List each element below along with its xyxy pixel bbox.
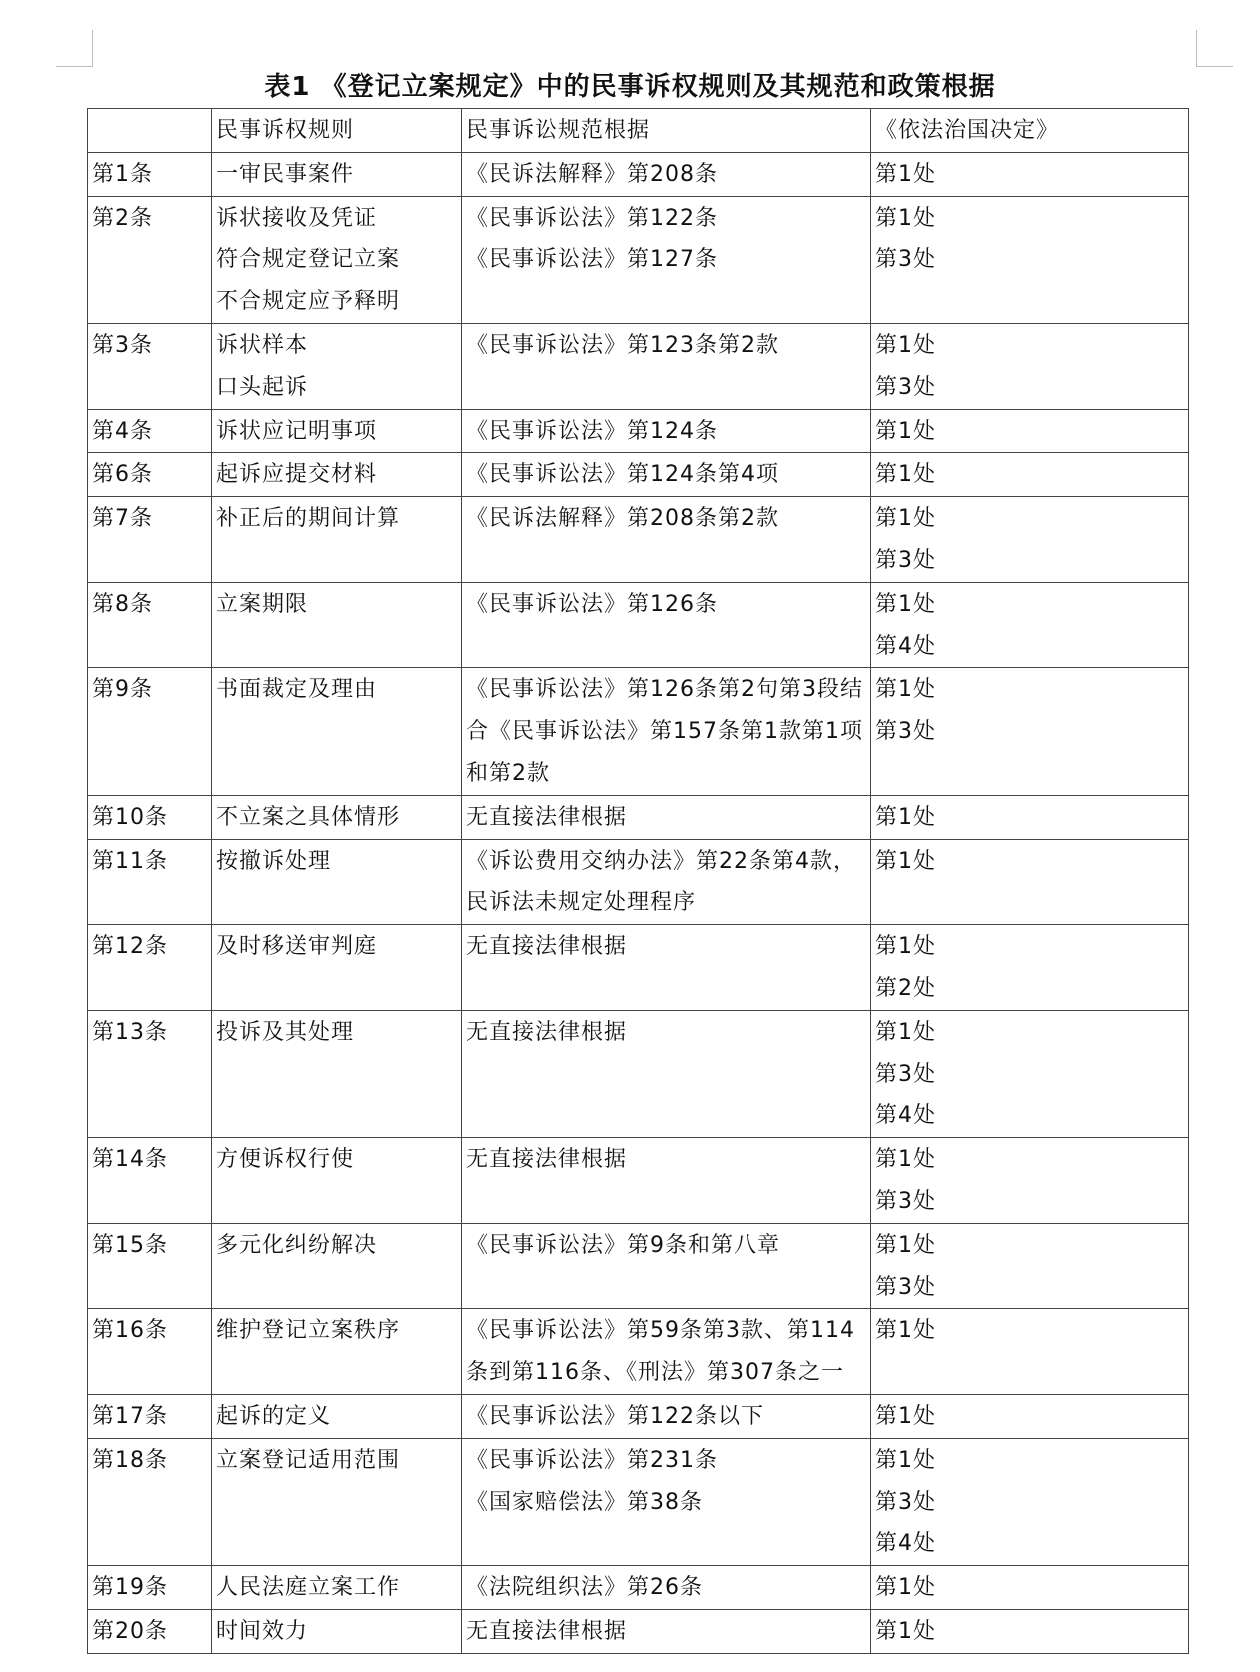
cell-decision-line: 第1处 [875,591,936,617]
cell-rule-line: 维护登记立案秩序 [216,1318,401,1344]
cell-rule-line: 投诉及其处理 [216,1019,355,1045]
cell-article: 第12条 [88,925,212,1011]
cell-rule-line: 书面裁定及理由 [216,677,378,703]
cell-rule [212,1138,462,1224]
cell-rule [212,196,462,323]
cell-rule-line: 立案期限 [216,591,309,617]
table-header-row [88,109,1189,153]
cell-decision-line: 第1处 [875,1618,936,1644]
cell-basis [462,1309,871,1395]
cell-rule [212,582,462,668]
cell-rule [212,1010,462,1137]
cell-decision [871,1223,1189,1309]
cell-rule [212,839,462,925]
table-row [88,196,1189,323]
cell-article: 第8条 [88,582,212,668]
cell-rule [212,925,462,1011]
cell-basis [462,497,871,583]
cell-basis [462,196,871,323]
cell-decision-line: 第1处 [875,1318,936,1344]
cell-decision-line: 第4处 [875,1531,936,1557]
cell-article: 第13条 [88,1010,212,1137]
table-row [88,1010,1189,1137]
table-row [88,409,1189,453]
cell-decision [871,1138,1189,1224]
cell-basis-line: 《民事诉讼法》第122条以下 [466,1403,764,1429]
cell-rule [212,1394,462,1438]
cell-basis-line: 《民事诉讼法》第124条第4项 [466,462,779,488]
cell-decision [871,1010,1189,1137]
cell-decision-line: 第1处 [875,848,936,874]
cell-basis [462,152,871,196]
cell-decision-line: 第3处 [875,247,936,273]
cell-decision-line: 第4处 [875,1103,936,1129]
cell-rule-line: 多元化纠纷解决 [216,1232,378,1258]
cell-decision [871,668,1189,795]
cell-basis-line: 《民事诉讼法》第9条和第八章 [466,1232,780,1258]
cell-basis-line: 《民事诉讼法》第231条 [466,1447,718,1473]
cell-decision [871,839,1189,925]
cell-decision-line: 第1处 [875,1147,936,1173]
cell-basis-line: 无直接法律根据 [466,1618,628,1644]
cell-decision [871,409,1189,453]
cell-basis [462,323,871,409]
cell-basis [462,1566,871,1610]
cell-basis-line: 《民诉法解释》第208条 [466,161,718,187]
header-rule: 民事诉权规则 [212,109,462,153]
table-row [88,1309,1189,1395]
cell-rule-line: 诉状接收及凭证 [216,205,378,231]
cell-basis-line: 《民事诉讼法》第59条第3款、第114 [466,1318,855,1344]
cell-decision-line: 第3处 [875,719,936,745]
cell-decision-line: 第1处 [875,804,936,830]
cell-decision-line: 第1处 [875,205,936,231]
cell-decision [871,152,1189,196]
cell-basis-line: 和第2款 [466,760,550,786]
cell-article: 第20条 [88,1609,212,1653]
cell-article: 第16条 [88,1309,212,1395]
cell-decision [871,795,1189,839]
table-row [88,668,1189,795]
table-row [88,1138,1189,1224]
cell-decision-line: 第3处 [875,1061,936,1087]
header-article [88,109,212,153]
cell-rule-line: 口头起诉 [216,374,309,400]
cell-rule [212,1609,462,1653]
cell-decision [871,1309,1189,1395]
header-decision: 《依法治国决定》 [871,109,1189,153]
cell-basis [462,1138,871,1224]
table-row [88,925,1189,1011]
cell-rule-line: 方便诉权行使 [216,1147,355,1173]
cell-basis [462,1010,871,1137]
cell-basis-line: 民诉法未规定处理程序 [466,890,697,916]
cell-basis [462,582,871,668]
cell-decision [871,1438,1189,1565]
cell-decision-line: 第1处 [875,332,936,358]
cell-rule [212,409,462,453]
cell-decision-line: 第3处 [875,1188,936,1214]
cell-article: 第7条 [88,497,212,583]
cell-rule-line: 诉状应记明事项 [216,418,378,444]
table-row [88,1223,1189,1309]
rules-table-body [88,109,1189,1654]
table-row [88,1394,1189,1438]
cell-decision [871,1609,1189,1653]
table-row [88,839,1189,925]
cell-basis-line: 《民事诉讼法》第126条第2句第3段结 [466,677,863,703]
cell-basis-line: 无直接法律根据 [466,804,628,830]
cell-decision [871,1394,1189,1438]
table-row [88,323,1189,409]
cell-basis-line: 无直接法律根据 [466,1019,628,1045]
cell-basis-line: 合《民事诉讼法》第157条第1款第1项 [466,719,863,745]
header-basis: 民事诉讼规范根据 [462,109,871,153]
cell-basis [462,795,871,839]
cell-decision-line: 第1处 [875,677,936,703]
cell-basis [462,1394,871,1438]
cell-rule [212,1438,462,1565]
table-row [88,1609,1189,1653]
cell-basis [462,925,871,1011]
cell-basis-line: 条到第116条、《刑法》第307条之一 [466,1360,844,1386]
cell-basis [462,409,871,453]
cell-decision [871,453,1189,497]
cell-decision-line: 第4处 [875,633,936,659]
cell-basis-line: 《民事诉讼法》第122条 [466,205,718,231]
cell-decision-line: 第1处 [875,934,936,960]
cell-basis-line: 《民事诉讼法》第126条 [466,591,718,617]
rules-table [87,108,1189,1654]
cell-rule-line: 符合规定登记立案 [216,247,401,273]
cell-basis-line: 《民诉法解释》第208条第2款 [466,506,779,532]
cell-decision-line: 第3处 [875,1274,936,1300]
cell-article: 第11条 [88,839,212,925]
cell-basis [462,453,871,497]
page-corner-mark-top-left [56,30,93,67]
cell-basis [462,668,871,795]
table-row [88,1438,1189,1565]
table-row [88,582,1189,668]
cell-decision-line: 第3处 [875,547,936,573]
cell-article: 第1条 [88,152,212,196]
cell-basis [462,1609,871,1653]
cell-decision [871,323,1189,409]
table-row [88,1566,1189,1610]
cell-decision-line: 第1处 [875,462,936,488]
table-row [88,497,1189,583]
cell-decision-line: 第1处 [875,1019,936,1045]
cell-decision-line: 第1处 [875,506,936,532]
cell-article: 第4条 [88,409,212,453]
cell-article: 第14条 [88,1138,212,1224]
cell-decision [871,925,1189,1011]
table-title: 表1 《登记立案规定》中的民事诉权规则及其规范和政策根据 [264,72,996,102]
cell-rule-line: 一审民事案件 [216,161,355,187]
cell-rule-line: 按撤诉处理 [216,848,332,874]
cell-rule-line: 起诉的定义 [216,1403,332,1429]
cell-article: 第19条 [88,1566,212,1610]
cell-rule [212,152,462,196]
page-corner-mark-top-right [1196,30,1233,67]
cell-basis-line: 《民事诉讼法》第124条 [466,418,718,444]
cell-decision-line: 第3处 [875,1489,936,1515]
table-row [88,152,1189,196]
cell-basis-line: 《民事诉讼法》第127条 [466,247,718,273]
cell-decision-line: 第1处 [875,1447,936,1473]
cell-article: 第17条 [88,1394,212,1438]
cell-rule-line: 立案登记适用范围 [216,1447,401,1473]
cell-article: 第2条 [88,196,212,323]
table-row [88,453,1189,497]
cell-basis-line: 《法院组织法》第26条 [466,1575,703,1601]
cell-rule [212,668,462,795]
cell-decision-line: 第1处 [875,1232,936,1258]
table-row [88,795,1189,839]
cell-decision-line: 第1处 [875,418,936,444]
cell-article: 第10条 [88,795,212,839]
cell-rule-line: 时间效力 [216,1618,309,1644]
cell-basis-line: 《国家赔偿法》第38条 [466,1489,703,1515]
cell-rule [212,497,462,583]
cell-rule [212,453,462,497]
cell-rule-line: 补正后的期间计算 [216,506,401,532]
cell-rule-line: 及时移送审判庭 [216,934,378,960]
cell-basis-line: 《诉讼费用交纳办法》第22条第4款， [466,848,856,874]
cell-basis-line: 《民事诉讼法》第123条第2款 [466,332,779,358]
cell-basis [462,1438,871,1565]
cell-rule-line: 诉状样本 [216,332,309,358]
cell-rule-line: 不立案之具体情形 [216,804,401,830]
cell-basis [462,839,871,925]
cell-decision [871,582,1189,668]
cell-decision-line: 第1处 [875,161,936,187]
cell-rule [212,795,462,839]
cell-rule [212,1309,462,1395]
cell-basis [462,1223,871,1309]
cell-article: 第6条 [88,453,212,497]
cell-rule-line: 不合规定应予释明 [216,289,401,315]
cell-rule [212,323,462,409]
cell-rule-line: 人民法庭立案工作 [216,1575,401,1601]
cell-decision-line: 第1处 [875,1575,936,1601]
cell-rule [212,1566,462,1610]
cell-decision-line: 第2处 [875,975,936,1001]
cell-basis-line: 无直接法律根据 [466,934,628,960]
cell-decision [871,1566,1189,1610]
cell-basis-line: 无直接法律根据 [466,1147,628,1173]
cell-decision [871,497,1189,583]
cell-article: 第18条 [88,1438,212,1565]
cell-rule-line: 起诉应提交材料 [216,462,378,488]
cell-decision [871,196,1189,323]
cell-article: 第9条 [88,668,212,795]
cell-decision-line: 第3处 [875,374,936,400]
cell-article: 第15条 [88,1223,212,1309]
cell-article: 第3条 [88,323,212,409]
cell-rule [212,1223,462,1309]
cell-decision-line: 第1处 [875,1403,936,1429]
